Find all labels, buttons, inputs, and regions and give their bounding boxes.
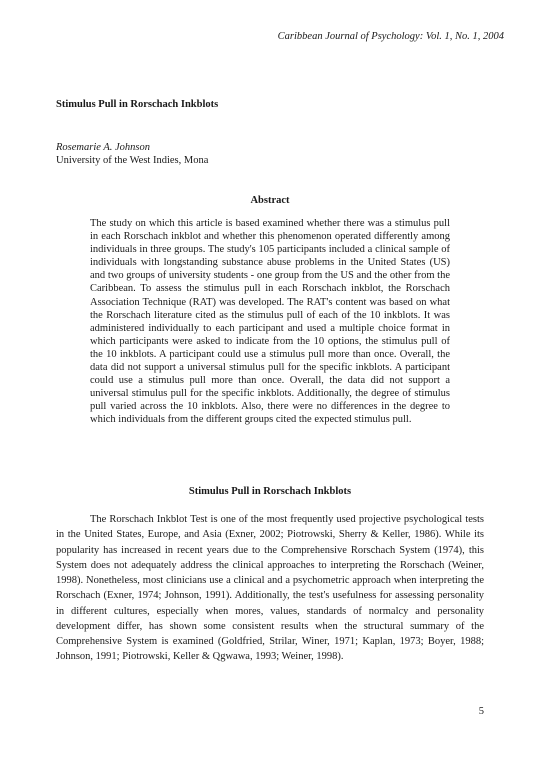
author-affiliation: University of the West Indies, Mona — [56, 155, 209, 166]
page-number: 5 — [478, 706, 484, 717]
section-text: The Rorschach Inkblot Test is one of the most frequently used projective psychological tests in the United States, Europe, and Asia (Exner, 2002; Piotrowski, Sherry & Keller, 1986). While its popularity has increased in recent years due to the Comprehensive Rorschach System (1974), this System does not adequately address the clinical approaches to interpreting the Rorschach (Weiner, 1998). Nonetheless, most clinicians use a clinical and a psychometric approach when interpreting the Rorschach (Exner, 1974; Johnson, 1991). Additionally, the test's usefulness for assessing personality in different cultures, especially when mores, values, standards of normalcy and personality development differ, has shown some consistent results when the structural summary of the Comprehensive System is examined (Goldfried, Strilar, Winer, 1971; Kaplan, 1973; Boyer, 1988; Johnson, 1991; Piotrowski, Keller & Qgwawa, 1993; Weiner, 1998). — [56, 514, 484, 663]
abstract-text: The study on which this article is based examined whether there was a stimulus pull in each Rorschach inkblot and whether this phenomenon operated differently among individuals in three groups. The study's 105 participants included a clinical sample of individuals with longstanding substance abuse problems in the United States (US) and two groups of university students - one group from the US and the other from the Caribbean. To assess the stimulus pull in each Rorschach inkblot, the Rorschach Association Technique (RAT) was developed. The RAT's content was based on what the Rorschach literature cited as the stimulus pull of each of the 10 inkblots. It was administered individually to each participant and used a multiple choice format in which participants were asked to indicate from the 10 options, the stimulus pull of the 10 inkblots. A participant could use a stimulus pull more than once. Overall, the data did not support a universal stimulus pull for the specific inkblots. A participant could use a stimulus pull more than once. Overall, the data did not support a universal stimulus pull for the specific inkblots. Additionally, the degree of stimulus pull varied across the 10 inkblots. Also, there were no differences in the degree to which individuals from the different groups cited the expected stimulus pull. — [90, 218, 450, 426]
section-heading: Stimulus Pull in Rorschach Inkblots — [188, 486, 352, 497]
article-title: Stimulus Pull in Rorschach Inkblots — [56, 99, 219, 110]
running-head: Caribbean Journal of Psychology: Vol. 1, No. 1, 2004 — [277, 31, 504, 42]
abstract-heading: Abstract — [250, 195, 290, 206]
author-name: Rosemarie A. Johnson — [56, 142, 151, 153]
